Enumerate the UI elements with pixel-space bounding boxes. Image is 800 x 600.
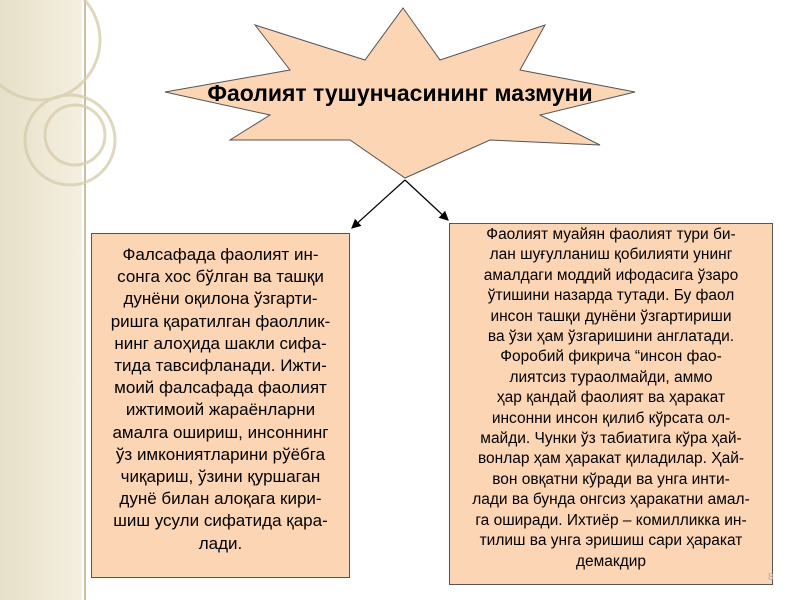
left-box-text-line: ришга қаратилган фаоллик-	[110, 311, 331, 331]
left-box-text-line: нинг алоҳида шакли сифа-	[114, 333, 327, 353]
left-box-text-line: дунё билан алоқага кири-	[119, 489, 322, 509]
arrow-to-left-box	[352, 180, 405, 228]
right-box-text-line: вонлар ҳам ҳаракат қиладилар. Ҳай-	[477, 450, 745, 468]
left-box-text-line: амалга ошириш, инсоннинг	[112, 422, 329, 442]
left-box-text-line: чиқариш, ўзини қуршаган	[120, 467, 321, 487]
left-box-text-line: лади.	[198, 533, 243, 553]
left-definition-box	[91, 233, 350, 578]
left-box-text-line: сонга хос бўлган ва ташқи	[117, 267, 324, 287]
right-box-text-line: Фаолият муайян фаолият тури би-	[486, 226, 736, 243]
left-box-text-line: моий фалсафада фаолият	[114, 378, 327, 398]
decorative-circles	[0, 0, 115, 185]
right-box-text-line: вон овқатни кўради ва унга инти-	[492, 470, 730, 488]
diagram-title: Фаолият тушунчасининг мазмуни	[207, 80, 593, 106]
right-box-text-line: лиятсиз тураолмайди, аммо	[509, 368, 713, 386]
left-box-text-line: ижтимоий жараёнларни	[125, 400, 316, 420]
right-box-text-line: майди. Чунки ўз табиатига кўра ҳай-	[480, 430, 742, 448]
right-box-text-line: ва ўзи ҳам ўзгаришини англатади.	[487, 328, 735, 346]
right-box-text-line: инсонни инсон қилиб кўрсата ол-	[491, 409, 731, 427]
page-number: 8	[768, 572, 774, 583]
right-box-text-line: лади ва бунда онгсиз ҳаракатни амал-	[472, 491, 750, 509]
right-box-text-line: демакдир	[575, 552, 647, 570]
right-box-text-line: ўтишини назарда тутади. Бу фаол	[487, 287, 735, 305]
left-box-text-line: дунёни оқилона ўзгарти-	[123, 289, 318, 309]
right-box-text-line: ҳар қандай фаолият ва ҳаракат	[496, 389, 726, 407]
left-box-text-line: тида тавсифланади. Ижти-	[114, 356, 327, 376]
right-box-text-line: Форобий фикрича “инсон фао-	[500, 348, 722, 366]
right-box-text-line: га оширади. Ихтиёр – комилликка ин-	[475, 511, 747, 529]
left-box-text-line: шиш усули сифатида қара-	[113, 511, 328, 531]
right-box-text-line: амалдаги моддий ифодасига ўзаро	[483, 266, 739, 284]
right-box-text-line: лан шуғулланиш қобилияти унинг	[489, 246, 733, 264]
right-definition-box	[449, 223, 773, 585]
left-box-text-line: ўз имкониятларини рўёбга	[115, 444, 326, 464]
right-box-text-line: тилиш ва унга эришиш сари ҳаракат	[479, 532, 743, 550]
right-box-text-line: инсон ташқи дунёни ўзгартириши	[490, 307, 732, 325]
arrow-to-right-box	[405, 180, 448, 220]
left-box-text-line: Фалсафада фаолият ин-	[122, 245, 319, 264]
